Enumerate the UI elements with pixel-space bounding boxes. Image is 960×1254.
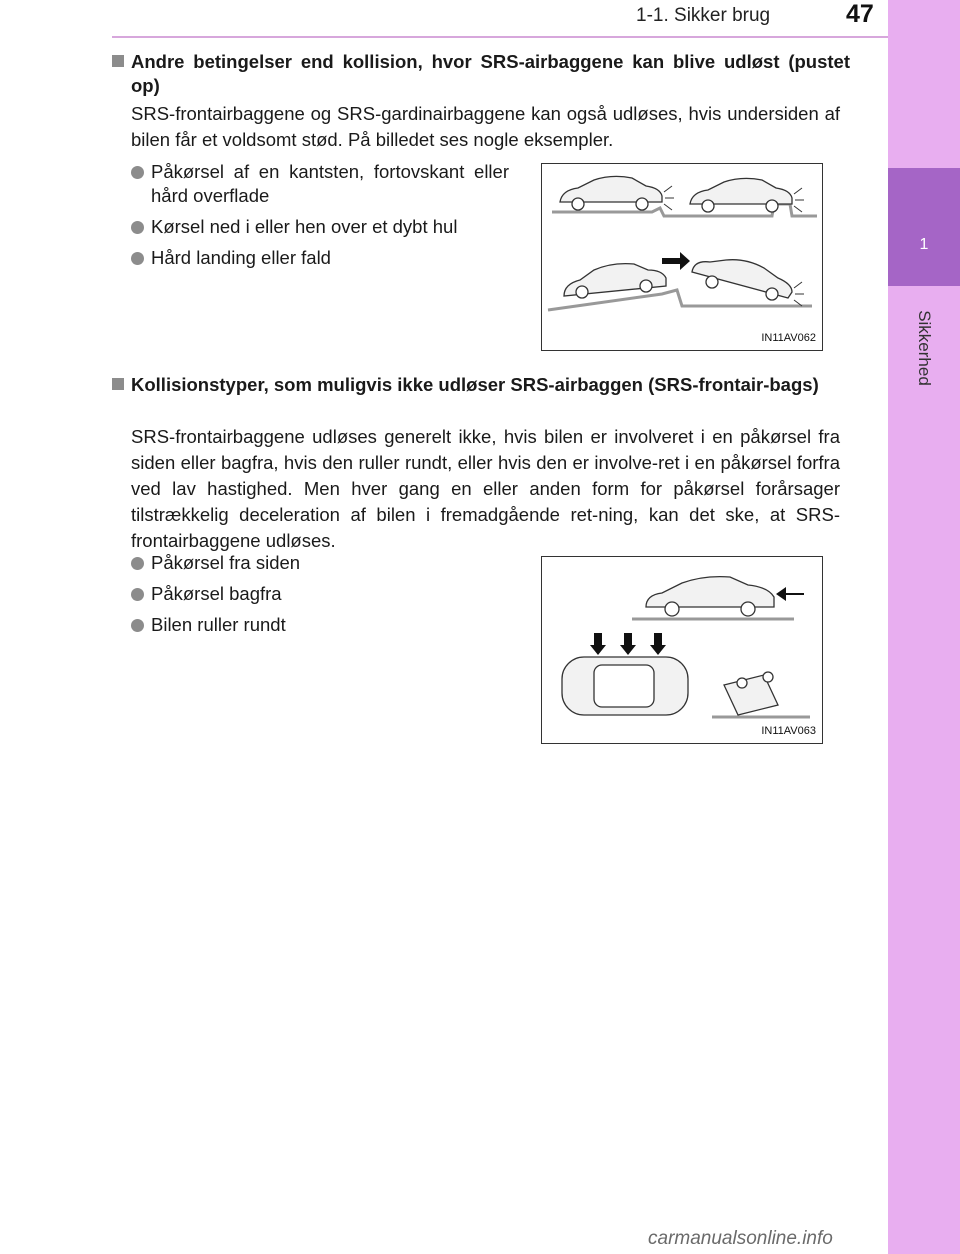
figure-code: IN11AV062 <box>761 332 816 344</box>
section1-body: SRS-frontairbaggene og SRS-gardinairbaggene kan også udløses, hvis undersiden af bilen får et voldsomt stød. På billedet ses nogle eksempler. <box>131 103 840 150</box>
list-item-text: Kørsel ned i eller hen over et dybt hul <box>151 216 458 237</box>
list-item <box>131 246 509 270</box>
section-title: 1-1. Sikker brug <box>636 5 771 26</box>
chapter-label: Sikkerhed <box>915 310 934 386</box>
page-number: 47 <box>846 0 874 28</box>
list-item-text: Påkørsel fra siden <box>151 552 301 573</box>
list-item <box>131 160 509 208</box>
figure-undercarriage-impacts <box>541 163 823 351</box>
chapter-number-tab <box>888 168 960 286</box>
bullet-dot-icon <box>131 588 144 601</box>
section2-heading-text: Kollisionstyper, som muligvis ikke udløser SRS-airbaggen (SRS-frontair-bags) <box>131 374 819 395</box>
list-item-text: Påkørsel bagfra <box>151 583 282 604</box>
section1-heading <box>112 50 850 98</box>
bullet-dot-icon <box>131 557 144 570</box>
list-item <box>131 215 509 239</box>
section1-bullet-list <box>131 160 509 270</box>
list-item <box>131 613 461 637</box>
page-header <box>0 0 888 40</box>
header-divider <box>112 36 888 38</box>
section1-heading-text: Andre betingelser end kollision, hvor SRS-airbaggene kan blive udløst (pustet op) <box>131 51 850 96</box>
chapter-number: 1 <box>919 236 929 253</box>
bullet-dot-icon <box>131 252 144 265</box>
figure-non-deploy-collisions <box>541 556 823 744</box>
list-item-text: Bilen ruller rundt <box>151 614 286 635</box>
list-item-text: Hård landing eller fald <box>151 247 331 268</box>
bullet-dot-icon <box>131 619 144 632</box>
heading-square-icon <box>112 378 124 390</box>
figure-code: IN11AV063 <box>761 725 816 737</box>
car-impact-illustration <box>542 164 822 350</box>
section2-bullet-list <box>131 551 461 637</box>
list-item <box>131 582 461 606</box>
heading-square-icon <box>112 55 124 67</box>
watermark-text: carmanualsonline.info <box>648 1228 833 1249</box>
list-item <box>131 551 461 575</box>
bullet-dot-icon <box>131 166 144 179</box>
section2-body: SRS-frontairbaggene udløses generelt ikke, hvis bilen er involveret i en påkørsel fra siden eller bagfra, hvis den ruller rundt, eller hvis den er involve-ret i en påkørsel forfra ved lav hastighed. Men hver gang en eller anden form for påkørsel forårsager tilstrækkelig deceleration af bilen i fremadgående ret-ning, kan det ske, at SRS-frontairbaggene udløses. <box>131 426 840 551</box>
bullet-dot-icon <box>131 221 144 234</box>
section2-heading <box>112 373 850 397</box>
list-item-text: Påkørsel af en kantsten, fortovskant eller hård overflade <box>151 161 509 206</box>
collision-types-illustration <box>542 557 822 743</box>
